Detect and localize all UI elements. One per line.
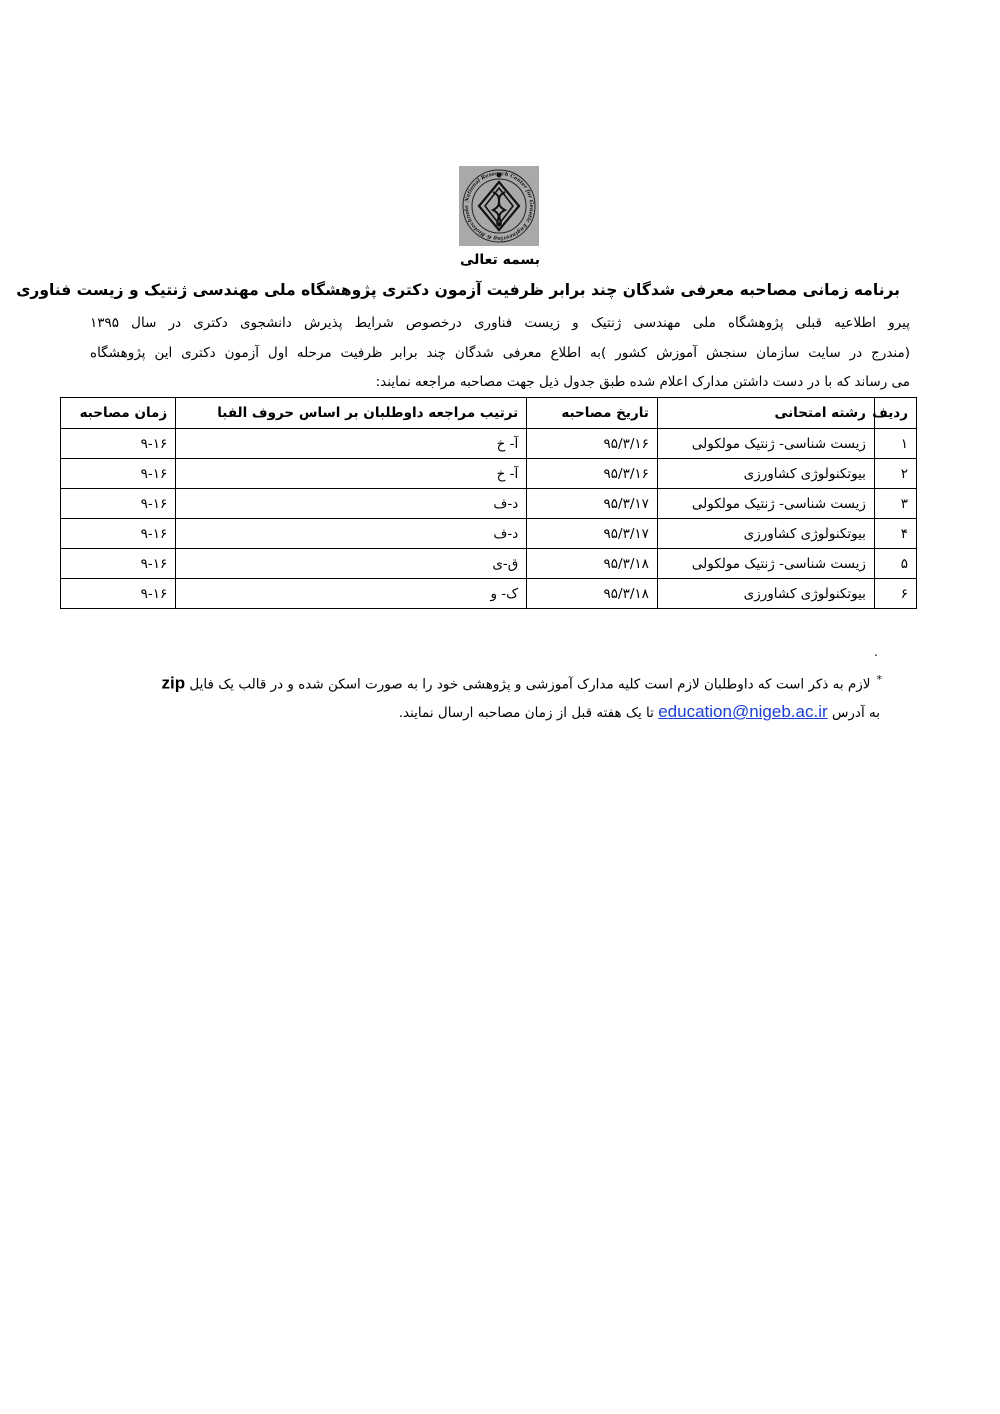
institute-logo: [459, 166, 539, 246]
cell-row-number: ۵: [874, 549, 916, 579]
cell-field: زیست شناسی- ژنتیک مولکولی: [657, 549, 874, 579]
page-title: برنامه زمانی مصاحبه معرفی شدگان چند برابر ظرفیت آزمون دکتری پژوهشگاه ملی مهندسی ژنتیک و زیست فناوری: [16, 281, 900, 299]
cell-row-number: ۲: [874, 459, 916, 489]
note-line-1-text: لازم به ذکر است که داوطلبان لازم است کلیه مدارک آموزشی و پژوهشی خود را به صورت اسکن شده و در قالب یک فایل: [189, 676, 871, 693]
note-line-2: [80, 702, 880, 722]
cell-row-number: ۶: [874, 579, 916, 609]
cell-field: بیوتکنولوژی کشاورزی: [657, 579, 874, 609]
stray-dot: .: [874, 645, 878, 659]
intro-line-2: (مندرج در سایت سازمان سنجش آموزش کشور )به اطلاع معرفی شدگان چند برابر ظرفیت مرحله اول آزمون دکتری این پژوهشگاه: [90, 345, 910, 361]
interview-schedule-table: [60, 397, 917, 609]
cell-order: د-ف: [176, 519, 527, 549]
table-row: [61, 549, 917, 579]
header-order: ترتیب مراجعه داوطلبان بر اساس حروف الفبا: [176, 398, 527, 429]
note-asterisk: *: [876, 673, 882, 686]
cell-row-number: ۱: [874, 429, 916, 459]
intro-line-1: پیرو اطلاعیه قبلی پژوهشگاه ملی مهندسی ژنتیک و زیست فناوری درخصوص شرایط پذیرش دانشجوی دکتری در سال ۱۳۹۵: [90, 315, 910, 331]
cell-time: ۹-۱۶: [61, 549, 176, 579]
zip-label: zip: [161, 673, 186, 693]
institute-logo-icon: [459, 166, 539, 246]
table-row: [61, 519, 917, 549]
cell-order: آ- خ: [176, 429, 527, 459]
email-link[interactable]: education@nigeb.ac.ir: [658, 702, 828, 721]
header-time: زمان مصاحبه: [61, 398, 176, 429]
cell-field: زیست شناسی- ژنتیک مولکولی: [657, 429, 874, 459]
table-row: [61, 459, 917, 489]
cell-order: ک- و: [176, 579, 527, 609]
header-row-number: ردیف: [874, 398, 916, 429]
cell-order: د-ف: [176, 489, 527, 519]
table-row: [61, 429, 917, 459]
cell-date: ۹۵/۳/۱۷: [527, 489, 658, 519]
cell-time: ۹-۱۶: [61, 579, 176, 609]
header-field: رشته امتحانی: [657, 398, 874, 429]
cell-date: ۹۵/۳/۱۶: [527, 429, 658, 459]
blessing-heading: بسمه تعالی: [459, 252, 541, 268]
cell-time: ۹-۱۶: [61, 429, 176, 459]
note-line-1: [82, 673, 882, 694]
cell-order: آ- خ: [176, 459, 527, 489]
cell-time: ۹-۱۶: [61, 489, 176, 519]
logo-ring-text: National Research Center for Genetic Engineering & Biotechnolo: [463, 170, 535, 242]
intro-line-3: می رساند که با در دست داشتن مدارک اعلام شده طبق جدول ذیل جهت مصاحبه مراجعه نمایند:: [375, 374, 910, 390]
cell-date: ۹۵/۳/۱۸: [527, 549, 658, 579]
cell-row-number: ۳: [874, 489, 916, 519]
cell-date: ۹۵/۳/۱۶: [527, 459, 658, 489]
cell-order: ق-ی: [176, 549, 527, 579]
note-line-2-prefix: به آدرس: [831, 705, 880, 721]
table-row: [61, 489, 917, 519]
cell-date: ۹۵/۳/۱۸: [527, 579, 658, 609]
header-date: تاریخ مصاحبه: [527, 398, 658, 429]
cell-field: بیوتکنولوژی کشاورزی: [657, 459, 874, 489]
cell-row-number: ۴: [874, 519, 916, 549]
table-row: [61, 579, 917, 609]
table-header-row: [61, 398, 917, 429]
note-line-2-suffix: تا یک هفته قبل از زمان مصاحبه ارسال نمایند.: [398, 705, 654, 721]
cell-time: ۹-۱۶: [61, 459, 176, 489]
cell-date: ۹۵/۳/۱۷: [527, 519, 658, 549]
cell-field: بیوتکنولوژی کشاورزی: [657, 519, 874, 549]
cell-field: زیست شناسی- ژنتیک مولکولی: [657, 489, 874, 519]
cell-time: ۹-۱۶: [61, 519, 176, 549]
